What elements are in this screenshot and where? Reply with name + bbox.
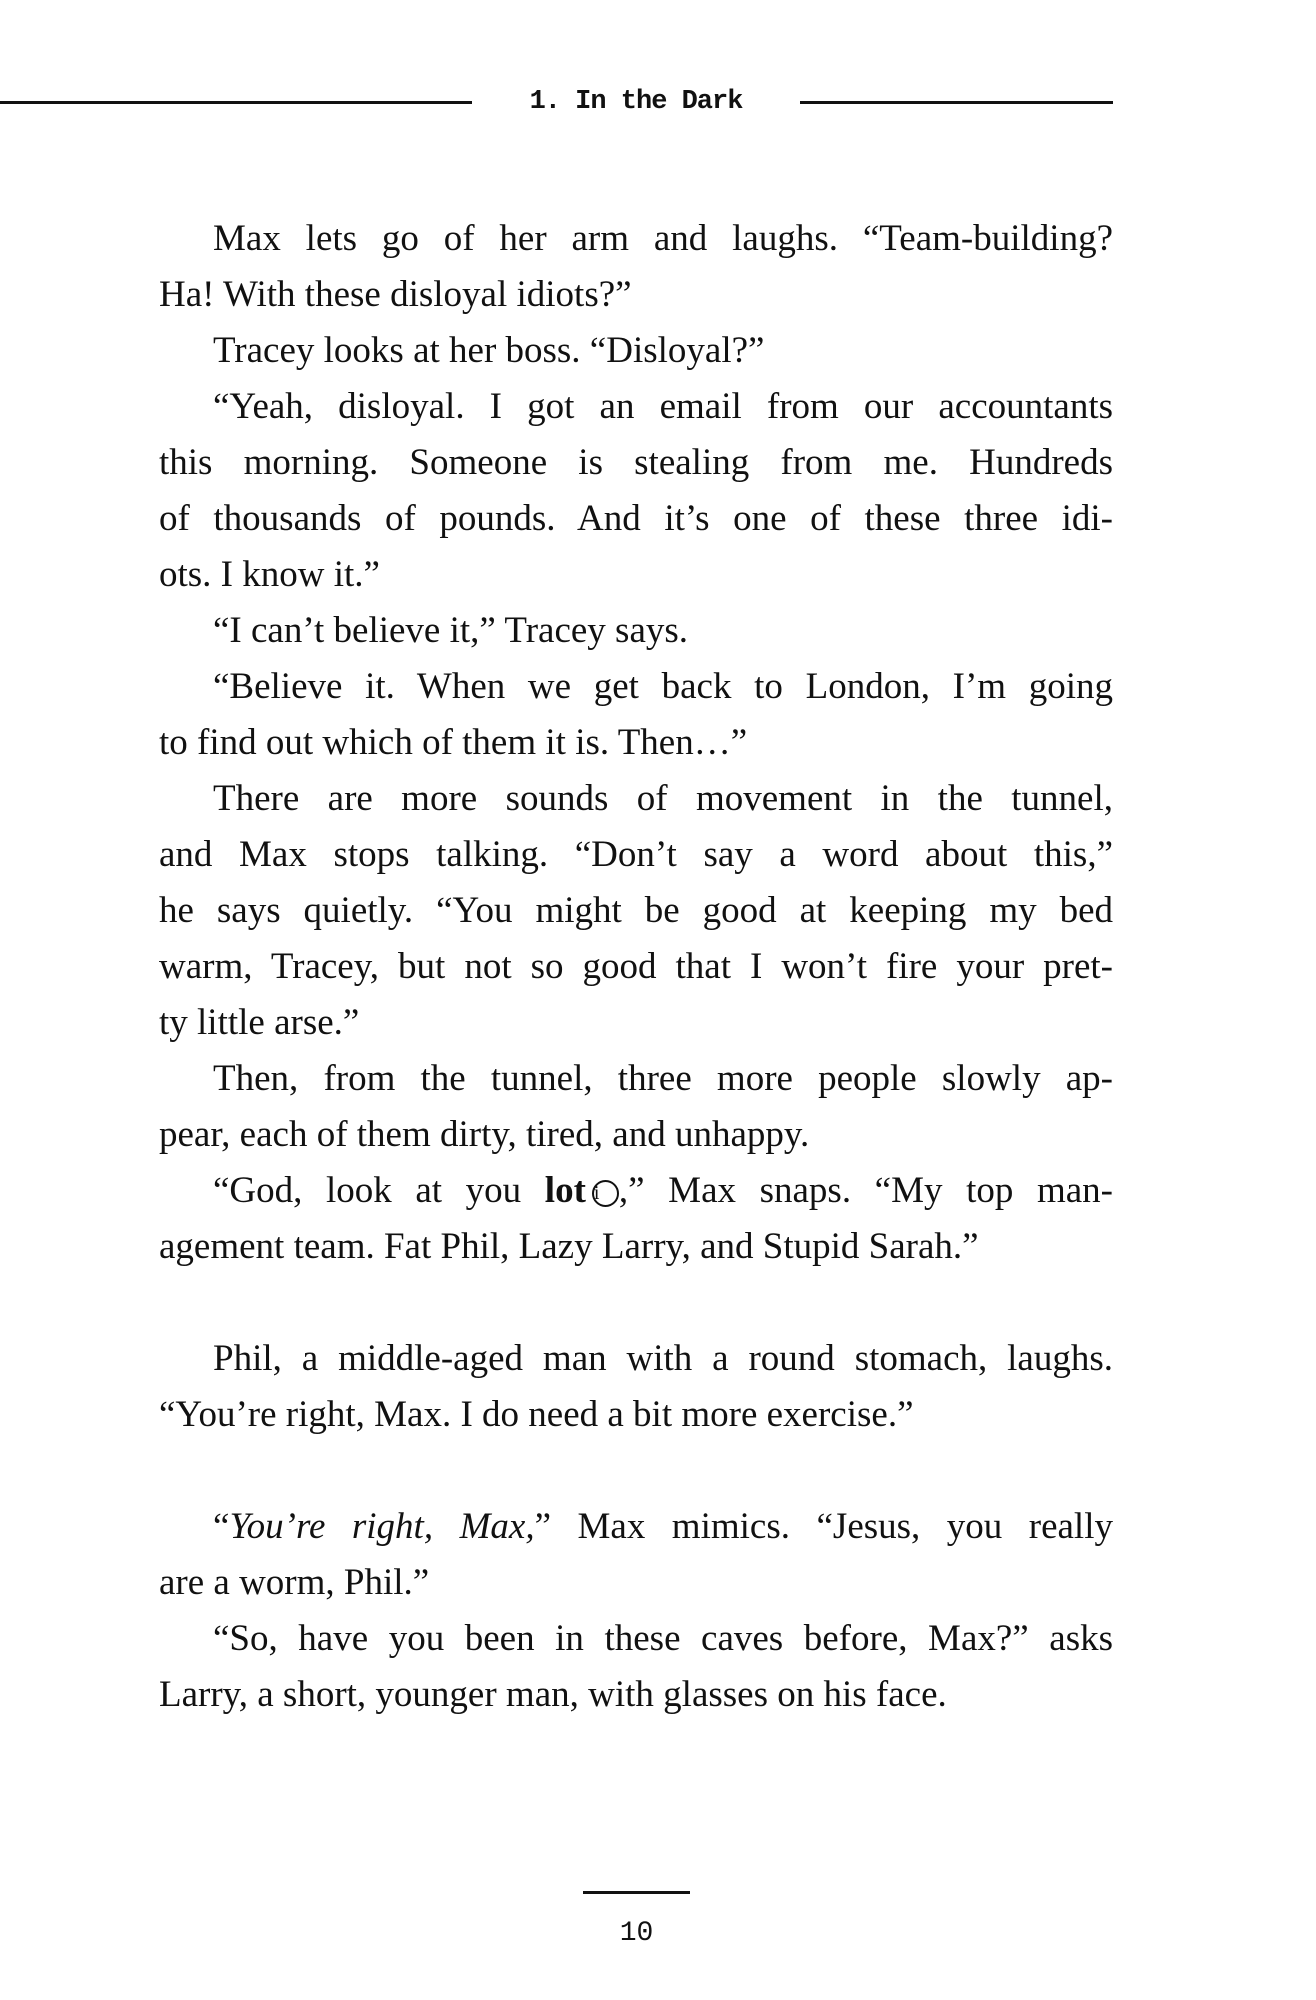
chapter-title: 1. In the Dark [529, 87, 743, 117]
text-segment: and Max stops talking. “Don’t say a word about this,” [159, 834, 1113, 875]
text-line [159, 715, 1113, 771]
text-segment: Tracey looks at her boss. “Disloyal?” [213, 330, 765, 371]
text-segment: are a worm, Phil.” [159, 1562, 430, 1603]
text-segment: There are more sounds of movement in the tunnel, [213, 778, 1113, 819]
text-segment: ty little arse.” [159, 1002, 360, 1043]
text-segment: this morning. Someone is stealing from me. Hundreds [159, 442, 1113, 483]
text-line [159, 1555, 1113, 1611]
text-line [159, 547, 1113, 603]
text-line [159, 491, 1113, 547]
text-line [159, 267, 1113, 323]
text-segment: “ [213, 1506, 230, 1547]
blank-line [159, 1275, 1113, 1331]
text-line [159, 1387, 1113, 1443]
text-segment: ots. I know it.” [159, 554, 380, 595]
text-segment: “You’re right, Max. I do need a bit more exercise.” [159, 1394, 914, 1435]
body-text [159, 211, 1113, 1723]
page-number: 10 [619, 1918, 654, 1949]
text-line [159, 995, 1113, 1051]
text-segment: “God, look at you [213, 1170, 545, 1211]
text-segment: “I can’t believe it,” Tracey says. [213, 610, 689, 651]
text-line [159, 939, 1113, 995]
text-line [159, 1107, 1113, 1163]
text-segment: ,” Max snaps. “My top man- [618, 1170, 1114, 1211]
text-line [159, 827, 1113, 883]
header-rule-right [800, 101, 1113, 104]
glossary-word[interactable]: lot [544, 1170, 586, 1211]
text-segment: agement team. Fat Phil, Lazy Larry, and Stupid Sarah.” [159, 1226, 979, 1267]
text-segment: to find out which of them it is. Then…” [159, 722, 748, 763]
text-segment: ” Max mimics. “Jesus, you really [534, 1506, 1113, 1547]
info-circle-icon[interactable]: i [592, 1180, 619, 1207]
text-line [159, 883, 1113, 939]
text-segment: Ha! With these disloyal idiots?” [159, 274, 632, 315]
text-segment: You’re right, Max, [229, 1506, 535, 1547]
text-line [159, 211, 1113, 267]
blank-line [159, 1443, 1113, 1499]
header-rule-left [0, 101, 472, 104]
text-line [159, 603, 1113, 659]
text-segment: Phil, a middle-aged man with a round stomach, laughs. [213, 1338, 1113, 1379]
text-line [159, 1051, 1113, 1107]
text-line [159, 1331, 1113, 1387]
text-segment: Max lets go of her arm and laughs. “Team-building? [213, 218, 1113, 259]
text-segment: Larry, a short, younger man, with glasses on his face. [159, 1674, 947, 1715]
text-line [159, 1611, 1113, 1667]
text-line [159, 435, 1113, 491]
text-line [159, 323, 1113, 379]
text-line [159, 1219, 1113, 1275]
footer-rule [583, 1891, 690, 1894]
text-segment: “So, have you been in these caves before, Max?” asks [213, 1618, 1113, 1659]
text-segment: of thousands of pounds. And it’s one of these three idi- [159, 498, 1113, 539]
text-segment: pear, each of them dirty, tired, and unhappy. [159, 1114, 810, 1155]
text-line [159, 659, 1113, 715]
text-line [159, 771, 1113, 827]
text-line [159, 1499, 1113, 1555]
text-segment: “Believe it. When we get back to London, I’m going [213, 666, 1113, 707]
text-line [159, 1667, 1113, 1723]
text-segment: warm, Tracey, but not so good that I won’t fire your pret- [159, 946, 1113, 987]
text-segment: “Yeah, disloyal. I got an email from our accountants [213, 386, 1113, 427]
text-segment: Then, from the tunnel, three more people slowly ap- [213, 1058, 1113, 1099]
text-line [159, 379, 1113, 435]
text-segment: he says quietly. “You might be good at keeping my bed [159, 890, 1113, 931]
text-line [159, 1163, 1113, 1219]
